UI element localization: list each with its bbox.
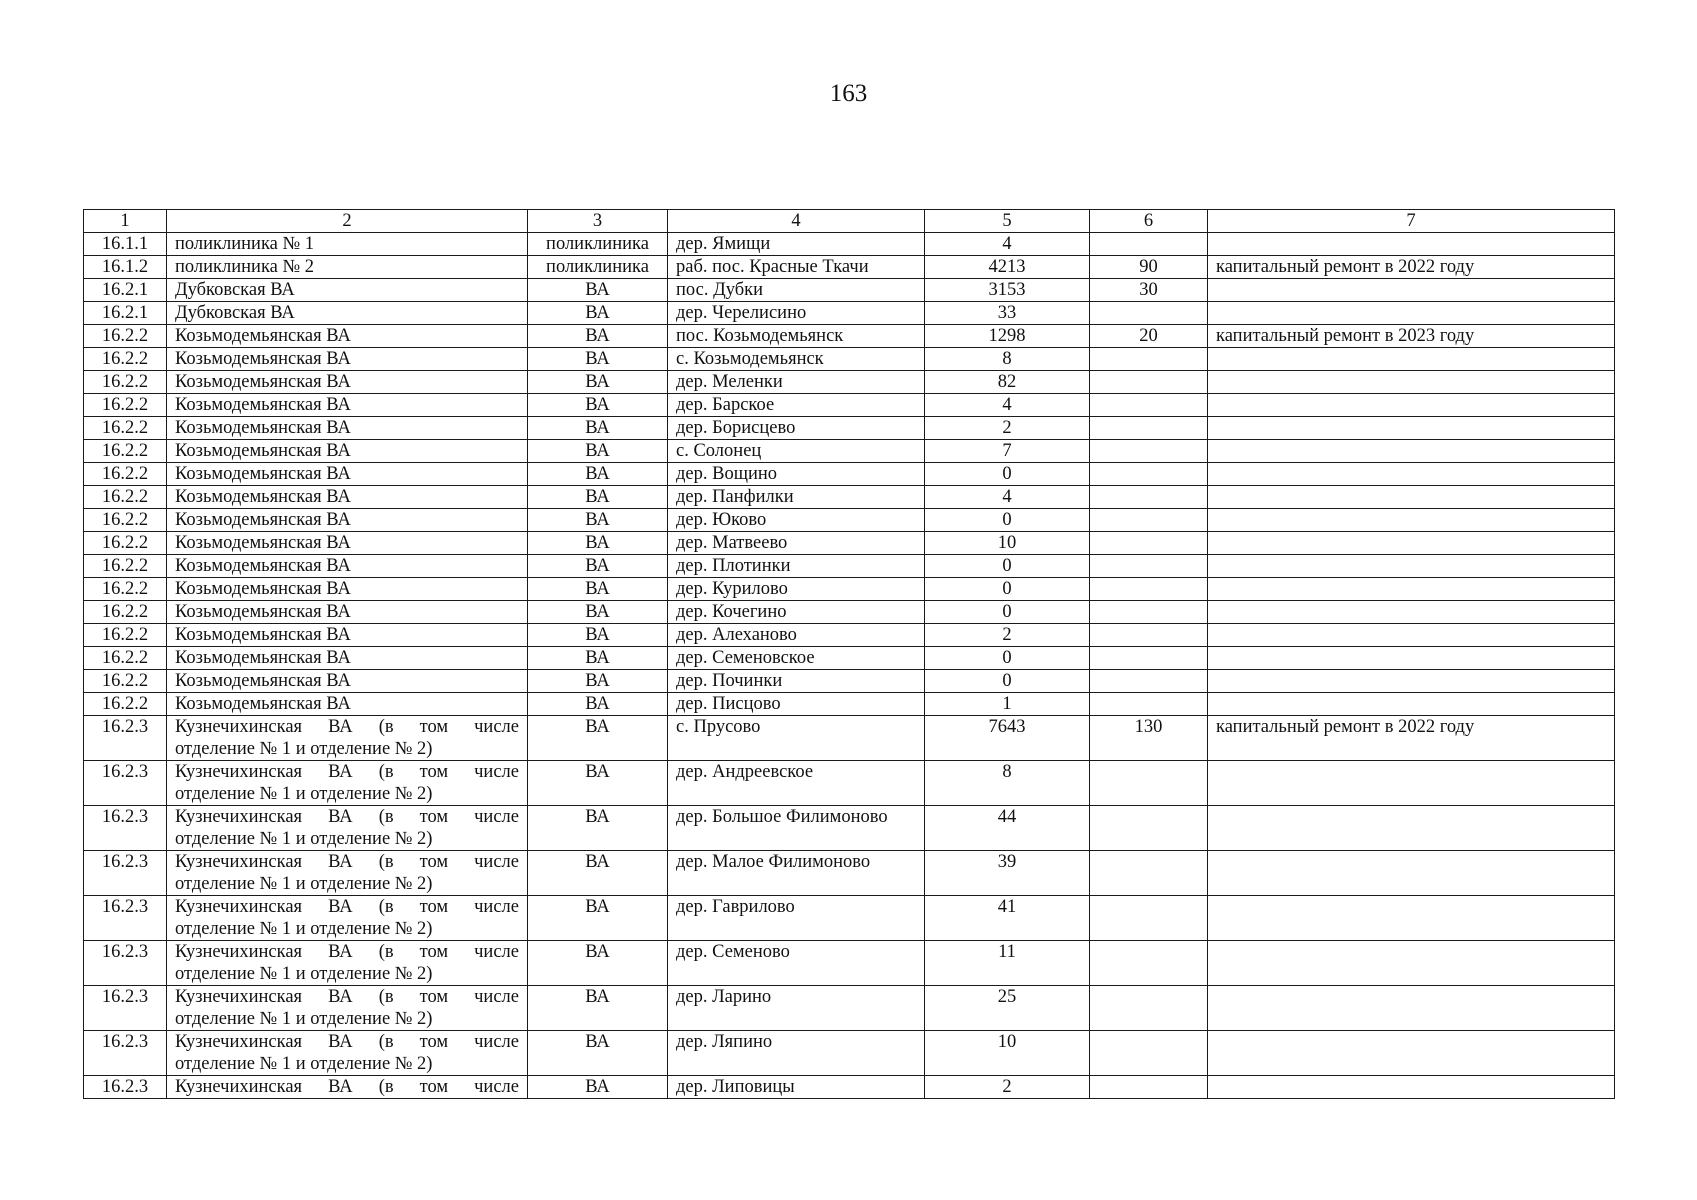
value-cell: 1 [925,693,1090,716]
value-cell [1090,440,1208,463]
value-cell: 7643 [925,716,1090,761]
facility-name-line: отделение № 1 и отделение № 2) [175,919,433,939]
facility-type-cell: ВА [528,486,668,509]
table-row [84,486,1615,509]
row-number-cell: 16.2.2 [84,440,167,463]
note-cell: капитальный ремонт в 2022 году [1208,716,1615,761]
row-number-cell: 16.2.2 [84,624,167,647]
table-row [84,761,1615,806]
value-cell: 4213 [925,256,1090,279]
facility-name-line: Кузнечихинская ВА (в том числе [175,987,519,1007]
value-cell: 10 [925,532,1090,555]
facility-type-cell: ВА [528,348,668,371]
facility-name-cell: Козьмодемьянская ВА [167,325,528,348]
table-row [84,624,1615,647]
facility-name-line: Кузнечихинская ВА (в том числе [175,942,519,962]
locality-cell: дер. Семеново [668,941,925,986]
facilities-table [83,209,1615,1099]
note-cell [1208,555,1615,578]
value-cell: 0 [925,555,1090,578]
facility-name-line: отделение № 1 и отделение № 2) [175,874,433,894]
value-cell: 1298 [925,325,1090,348]
value-cell: 4 [925,394,1090,417]
facility-name-cell: Козьмодемьянская ВА [167,624,528,647]
value-cell: 3153 [925,279,1090,302]
table-row [84,532,1615,555]
row-number-cell: 16.2.3 [84,716,167,761]
header-cell: 7 [1208,210,1615,233]
table-row [84,986,1615,1031]
facility-name-line: отделение № 1 и отделение № 2) [175,784,433,804]
note-cell [1208,233,1615,256]
facility-name-cell: Козьмодемьянская ВА [167,601,528,624]
row-number-cell: 16.1.1 [84,233,167,256]
table-row [84,851,1615,896]
table-row [84,325,1615,348]
table-row [84,463,1615,486]
locality-cell: раб. пос. Красные Ткачи [668,256,925,279]
facility-name-line: отделение № 1 и отделение № 2) [175,739,433,759]
value-cell [1090,601,1208,624]
row-number-cell: 16.2.2 [84,348,167,371]
note-cell [1208,806,1615,851]
locality-cell: дер. Гаврилово [668,896,925,941]
facility-name-cell: Козьмодемьянская ВА [167,371,528,394]
value-cell: 0 [925,670,1090,693]
table-body [84,210,1615,1099]
locality-cell: пос. Козьмодемьянск [668,325,925,348]
locality-cell: с. Прусово [668,716,925,761]
value-cell [1090,394,1208,417]
row-number-cell: 16.2.2 [84,647,167,670]
value-cell: 44 [925,806,1090,851]
table-row [84,555,1615,578]
facility-type-cell: ВА [528,555,668,578]
locality-cell: дер. Плотинки [668,555,925,578]
note-cell [1208,601,1615,624]
value-cell: 2 [925,624,1090,647]
facility-name-cell [167,1031,528,1076]
facility-name-cell: Козьмодемьянская ВА [167,509,528,532]
row-number-cell: 16.2.2 [84,555,167,578]
note-cell [1208,624,1615,647]
locality-cell: дер. Панфилки [668,486,925,509]
facility-type-cell: ВА [528,624,668,647]
locality-cell: с. Солонец [668,440,925,463]
note-cell [1208,1031,1615,1076]
locality-cell: дер. Писцово [668,693,925,716]
value-cell: 0 [925,647,1090,670]
note-cell [1208,417,1615,440]
row-number-cell: 16.2.3 [84,941,167,986]
locality-cell: дер. Ляпино [668,1031,925,1076]
table-row [84,394,1615,417]
value-cell [1090,806,1208,851]
locality-cell: дер. Меленки [668,371,925,394]
value-cell: 7 [925,440,1090,463]
note-cell [1208,348,1615,371]
facility-name-cell: Козьмодемьянская ВА [167,670,528,693]
facility-type-cell: ВА [528,670,668,693]
note-cell [1208,1076,1615,1099]
value-cell: 0 [925,509,1090,532]
table-row [84,348,1615,371]
facility-name-line: Кузнечихинская ВА (в том числе [175,852,519,872]
value-cell [1090,941,1208,986]
facility-name-cell: Козьмодемьянская ВА [167,693,528,716]
locality-cell: с. Козьмодемьянск [668,348,925,371]
value-cell [1090,1031,1208,1076]
locality-cell: дер. Андреевское [668,761,925,806]
facility-type-cell: ВА [528,532,668,555]
table-row [84,716,1615,761]
value-cell: 0 [925,601,1090,624]
facility-type-cell: ВА [528,1076,668,1099]
note-cell [1208,647,1615,670]
row-number-cell: 16.2.3 [84,761,167,806]
facility-type-cell: поликлиника [528,256,668,279]
locality-cell: дер. Черелисино [668,302,925,325]
locality-cell: пос. Дубки [668,279,925,302]
value-cell [1090,1076,1208,1099]
facility-name-cell: Дубковская ВА [167,302,528,325]
value-cell: 30 [1090,279,1208,302]
facility-name-line: Кузнечихинская ВА (в том числе [175,717,519,737]
row-number-cell: 16.2.3 [84,896,167,941]
facility-name-cell [167,896,528,941]
value-cell: 4 [925,486,1090,509]
facility-type-cell: ВА [528,279,668,302]
value-cell: 0 [925,578,1090,601]
facility-type-cell: ВА [528,417,668,440]
value-cell: 41 [925,896,1090,941]
note-cell [1208,279,1615,302]
locality-cell: дер. Малое Филимоново [668,851,925,896]
locality-cell: дер. Юково [668,509,925,532]
facility-name-cell: Козьмодемьянская ВА [167,647,528,670]
note-cell [1208,371,1615,394]
facility-name-cell: Козьмодемьянская ВА [167,486,528,509]
facility-type-cell: ВА [528,693,668,716]
row-number-cell: 16.2.2 [84,417,167,440]
facility-name-cell [167,851,528,896]
locality-cell: дер. Курилово [668,578,925,601]
row-number-cell: 16.2.2 [84,394,167,417]
facility-type-cell: ВА [528,601,668,624]
facility-name-cell: Козьмодемьянская ВА [167,394,528,417]
facility-type-cell: ВА [528,302,668,325]
row-number-cell: 16.2.2 [84,486,167,509]
facility-type-cell: ВА [528,941,668,986]
facility-name-cell [167,761,528,806]
facility-name-cell [167,986,528,1031]
table-row [84,440,1615,463]
facility-type-cell: ВА [528,986,668,1031]
table-row [84,1031,1615,1076]
table-row [84,806,1615,851]
facility-type-cell: ВА [528,578,668,601]
value-cell [1090,348,1208,371]
locality-cell: дер. Ямищи [668,233,925,256]
facility-type-cell: ВА [528,716,668,761]
header-cell: 2 [167,210,528,233]
row-number-cell: 16.1.2 [84,256,167,279]
note-cell [1208,394,1615,417]
row-number-cell: 16.2.2 [84,371,167,394]
facility-name-line: Кузнечихинская ВА (в том числе [175,762,519,782]
value-cell [1090,896,1208,941]
row-number-cell: 16.2.3 [84,806,167,851]
facility-type-cell: ВА [528,761,668,806]
table-row [84,256,1615,279]
value-cell: 25 [925,986,1090,1031]
facility-name-line: отделение № 1 и отделение № 2) [175,1054,433,1074]
note-cell [1208,851,1615,896]
facility-type-cell: поликлиника [528,233,668,256]
table-row [84,578,1615,601]
locality-cell: дер. Вощино [668,463,925,486]
facility-name-cell [167,941,528,986]
row-number-cell: 16.2.2 [84,670,167,693]
note-cell [1208,941,1615,986]
facility-name-line: отделение № 1 и отделение № 2) [175,964,433,984]
facility-name-cell: поликлиника № 2 [167,256,528,279]
note-cell [1208,440,1615,463]
facility-name-cell: Дубковская ВА [167,279,528,302]
table-row [84,601,1615,624]
value-cell [1090,555,1208,578]
value-cell: 90 [1090,256,1208,279]
note-cell: капитальный ремонт в 2022 году [1208,256,1615,279]
value-cell: 8 [925,761,1090,806]
table-row [84,670,1615,693]
table-row [84,941,1615,986]
locality-cell: дер. Матвеево [668,532,925,555]
facility-type-cell: ВА [528,509,668,532]
facility-type-cell: ВА [528,1031,668,1076]
facility-type-cell: ВА [528,851,668,896]
row-number-cell: 16.2.2 [84,463,167,486]
facility-type-cell: ВА [528,325,668,348]
locality-cell: дер. Починки [668,670,925,693]
value-cell: 4 [925,233,1090,256]
row-number-cell: 16.2.2 [84,509,167,532]
note-cell [1208,463,1615,486]
locality-cell: дер. Большое Филимоново [668,806,925,851]
note-cell [1208,578,1615,601]
table-row [84,371,1615,394]
value-cell [1090,532,1208,555]
value-cell: 8 [925,348,1090,371]
row-number-cell: 16.2.2 [84,532,167,555]
header-cell: 5 [925,210,1090,233]
locality-cell: дер. Семеновское [668,647,925,670]
facility-name-line: отделение № 1 и отделение № 2) [175,829,433,849]
value-cell [1090,233,1208,256]
facility-name-line: Кузнечихинская ВА (в том числе [175,1032,519,1052]
locality-cell: дер. Алеханово [668,624,925,647]
value-cell [1090,986,1208,1031]
value-cell: 11 [925,941,1090,986]
row-number-cell: 16.2.1 [84,302,167,325]
facility-name-line: Кузнечихинская ВА (в том числе [175,807,519,827]
value-cell [1090,624,1208,647]
table-row [84,693,1615,716]
note-cell [1208,302,1615,325]
locality-cell: дер. Ларино [668,986,925,1031]
locality-cell: дер. Липовицы [668,1076,925,1099]
row-number-cell: 16.2.2 [84,693,167,716]
facility-name-cell: Козьмодемьянская ВА [167,440,528,463]
facility-type-cell: ВА [528,896,668,941]
value-cell [1090,761,1208,806]
facility-name-cell [167,806,528,851]
table-row [84,233,1615,256]
value-cell: 33 [925,302,1090,325]
locality-cell: дер. Барское [668,394,925,417]
value-cell [1090,670,1208,693]
facility-name-line: Кузнечихинская ВА (в том числе [175,897,519,917]
value-cell: 39 [925,851,1090,896]
row-number-cell: 16.2.2 [84,601,167,624]
table-row [84,647,1615,670]
value-cell [1090,851,1208,896]
table-row [84,1076,1615,1099]
value-cell: 0 [925,463,1090,486]
table-row [84,279,1615,302]
value-cell: 10 [925,1031,1090,1076]
facility-type-cell: ВА [528,394,668,417]
note-cell: капитальный ремонт в 2023 году [1208,325,1615,348]
note-cell [1208,486,1615,509]
facility-name-cell: Козьмодемьянская ВА [167,463,528,486]
table-row [84,417,1615,440]
facility-name-cell [167,1076,528,1099]
page-number: 163 [829,80,868,107]
note-cell [1208,896,1615,941]
value-cell [1090,486,1208,509]
table-row [84,896,1615,941]
facility-name-cell: Козьмодемьянская ВА [167,348,528,371]
table-row [84,302,1615,325]
value-cell: 2 [925,417,1090,440]
row-number-cell: 16.2.1 [84,279,167,302]
facility-name-cell: поликлиника № 1 [167,233,528,256]
facility-type-cell: ВА [528,647,668,670]
value-cell [1090,509,1208,532]
facility-name-cell: Козьмодемьянская ВА [167,417,528,440]
table-header-row [84,210,1615,233]
facility-name-cell: Козьмодемьянская ВА [167,578,528,601]
value-cell [1090,417,1208,440]
locality-cell: дер. Борисцево [668,417,925,440]
value-cell [1090,578,1208,601]
facility-name-line: Кузнечихинская ВА (в том числе [175,1077,519,1097]
row-number-cell: 16.2.3 [84,1076,167,1099]
row-number-cell: 16.2.2 [84,578,167,601]
facility-type-cell: ВА [528,371,668,394]
value-cell [1090,371,1208,394]
row-number-cell: 16.2.3 [84,1031,167,1076]
header-cell: 1 [84,210,167,233]
header-cell: 4 [668,210,925,233]
note-cell [1208,509,1615,532]
note-cell [1208,986,1615,1031]
note-cell [1208,693,1615,716]
value-cell: 2 [925,1076,1090,1099]
facility-name-line: отделение № 1 и отделение № 2) [175,1009,433,1029]
value-cell [1090,693,1208,716]
table-row [84,509,1615,532]
facility-type-cell: ВА [528,806,668,851]
facility-name-cell: Козьмодемьянская ВА [167,532,528,555]
value-cell [1090,463,1208,486]
value-cell: 82 [925,371,1090,394]
note-cell [1208,532,1615,555]
value-cell: 130 [1090,716,1208,761]
facility-type-cell: ВА [528,440,668,463]
locality-cell: дер. Кочегино [668,601,925,624]
row-number-cell: 16.2.3 [84,851,167,896]
value-cell [1090,302,1208,325]
value-cell: 20 [1090,325,1208,348]
row-number-cell: 16.2.3 [84,986,167,1031]
facility-name-cell: Козьмодемьянская ВА [167,555,528,578]
note-cell [1208,761,1615,806]
header-cell: 6 [1090,210,1208,233]
facility-type-cell: ВА [528,463,668,486]
note-cell [1208,670,1615,693]
value-cell [1090,647,1208,670]
facility-name-cell [167,716,528,761]
row-number-cell: 16.2.2 [84,325,167,348]
header-cell: 3 [528,210,668,233]
